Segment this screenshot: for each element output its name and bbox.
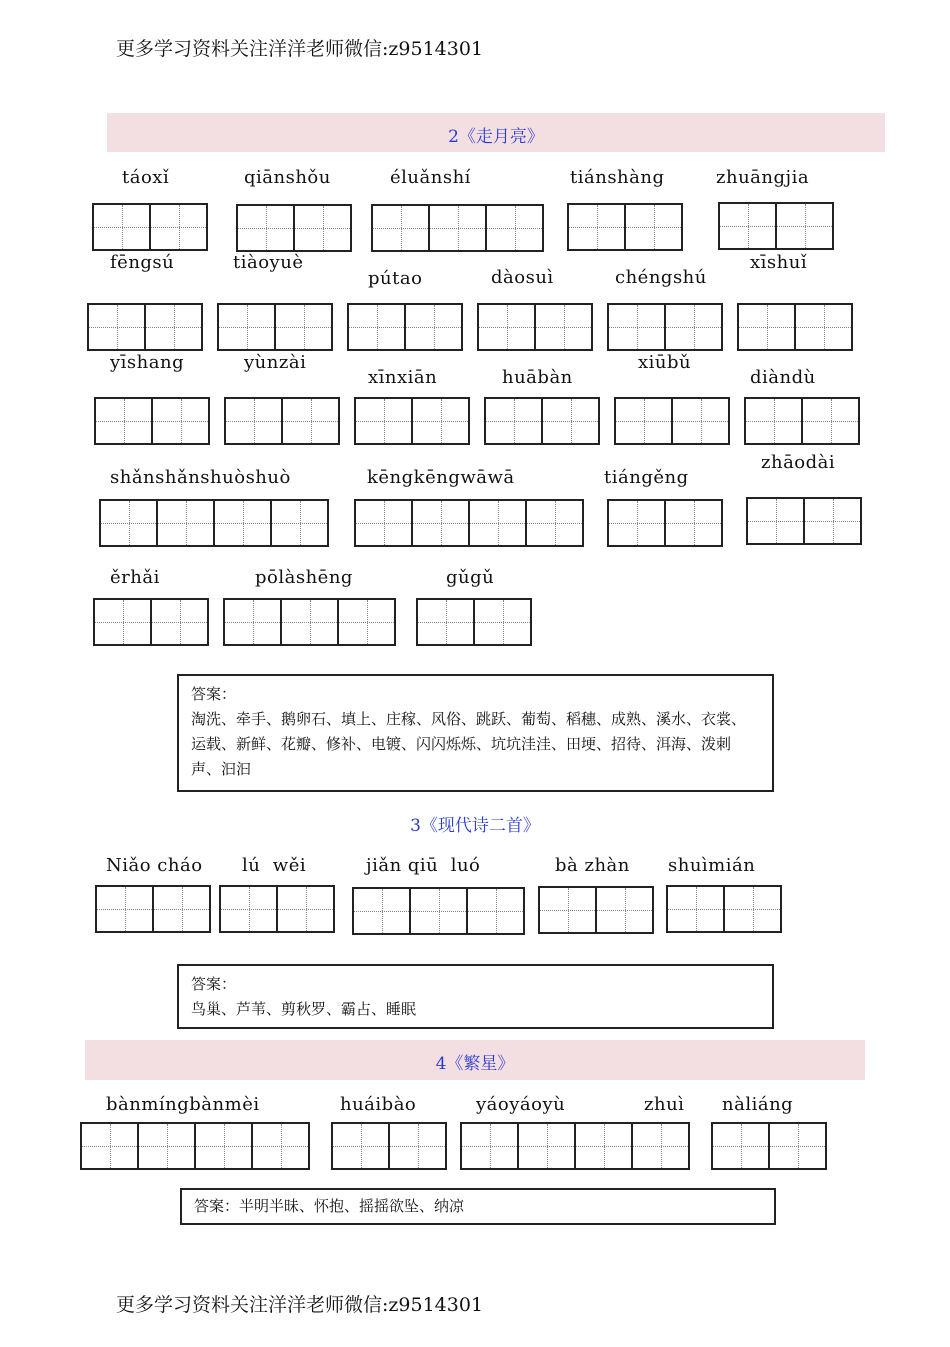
- pinyin-label: xīshuǐ: [750, 252, 808, 273]
- pinyin-label: yùnzài: [244, 352, 307, 373]
- writing-grid[interactable]: [80, 1122, 310, 1170]
- writing-grid[interactable]: [477, 303, 593, 351]
- pinyin-label: tiángěng: [604, 467, 689, 488]
- writing-grid[interactable]: [607, 303, 723, 351]
- pinyin-label: nàliáng: [722, 1094, 794, 1115]
- section-title-3: 3《现代诗二首》: [410, 816, 540, 836]
- pinyin-label: zhuāngjia: [716, 167, 810, 188]
- pinyin-label: pútao: [368, 268, 423, 289]
- pinyin-label: chéngshú: [615, 267, 707, 288]
- pinyin-label: shuìmián: [668, 855, 756, 876]
- pinyin-label: shǎnshǎnshuòshuò: [110, 467, 291, 488]
- writing-grid[interactable]: [236, 204, 352, 252]
- writing-grid[interactable]: [538, 886, 654, 934]
- writing-grid[interactable]: [92, 203, 208, 251]
- footer-watermark: 更多学习资料关注洋洋老师微信:z9514301: [116, 1294, 484, 1316]
- writing-grid[interactable]: [484, 397, 600, 445]
- answer-box: [177, 964, 774, 1029]
- pinyin-label: dàosuì: [491, 267, 554, 288]
- pinyin-label: bànmíngbànmèi: [106, 1094, 260, 1115]
- answer-box: [177, 674, 774, 792]
- writing-grid[interactable]: [223, 598, 396, 646]
- pinyin-label: Niǎo cháo: [106, 855, 203, 876]
- answer-text: 淘洗、牵手、鹅卵石、填上、庄稼、风俗、跳跃、葡萄、稻穗、成熟、溪水、衣裳、运载、新鲜、花瓣、修补、电镀、闪闪烁烁、坑坑洼洼、田埂、招待、洱海、泼刺声、汩汩: [191, 710, 747, 778]
- writing-grid[interactable]: [354, 499, 584, 547]
- pinyin-label: fēngsú: [110, 252, 175, 273]
- pinyin-label: yīshang: [110, 352, 185, 373]
- answer-text: 半明半昧、怀抱、摇摇欲坠、纳凉: [239, 1197, 465, 1215]
- writing-grid[interactable]: [744, 397, 860, 445]
- pinyin-label: huābàn: [502, 367, 573, 388]
- pinyin-label: diàndù: [750, 367, 816, 388]
- writing-grid[interactable]: [219, 885, 335, 933]
- answer-box: [180, 1188, 776, 1225]
- writing-grid[interactable]: [711, 1122, 827, 1170]
- writing-grid[interactable]: [87, 303, 203, 351]
- writing-grid[interactable]: [217, 303, 333, 351]
- writing-grid[interactable]: [607, 499, 723, 547]
- pinyin-label: táoxǐ: [122, 167, 170, 188]
- writing-grid[interactable]: [99, 499, 329, 547]
- pinyin-label: zhāodài: [761, 452, 836, 473]
- writing-grid[interactable]: [354, 397, 470, 445]
- section-title-2: 2《走月亮》: [448, 127, 544, 147]
- header-watermark: 更多学习资料关注洋洋老师微信:z9514301: [116, 38, 484, 60]
- writing-grid[interactable]: [224, 397, 340, 445]
- writing-grid[interactable]: [94, 397, 210, 445]
- pinyin-label: kēngkēngwāwā: [367, 467, 515, 488]
- writing-grid[interactable]: [95, 885, 211, 933]
- pinyin-label: bà zhàn: [555, 855, 630, 876]
- writing-grid[interactable]: [737, 303, 853, 351]
- answer-label: 答案：: [194, 1197, 240, 1215]
- pinyin-label: éluǎnshí: [390, 167, 471, 188]
- writing-grid[interactable]: [567, 203, 683, 251]
- writing-grid[interactable]: [371, 204, 544, 252]
- writing-grid[interactable]: [352, 887, 525, 935]
- writing-grid[interactable]: [718, 202, 834, 250]
- pinyin-label: qiānshǒu: [244, 167, 331, 188]
- answer-text: 鸟巢、芦苇、剪秋罗、霸占、睡眠: [191, 1000, 417, 1018]
- pinyin-label: zhuì: [644, 1094, 685, 1115]
- writing-grid[interactable]: [416, 598, 532, 646]
- answer-label: 答案：: [191, 975, 237, 993]
- pinyin-label: gǔgǔ: [446, 567, 495, 588]
- pinyin-label: pōlàshēng: [255, 567, 353, 588]
- writing-grid[interactable]: [460, 1122, 690, 1170]
- pinyin-label: jiǎn qiū luó: [366, 855, 481, 876]
- writing-grid[interactable]: [614, 397, 730, 445]
- pinyin-label: lú wěi: [242, 855, 307, 876]
- pinyin-label: yáoyáoyù: [476, 1094, 566, 1115]
- pinyin-label: xiūbǔ: [638, 352, 692, 373]
- pinyin-label: ěrhǎi: [110, 567, 160, 588]
- writing-grid[interactable]: [746, 497, 862, 545]
- pinyin-label: tiánshàng: [570, 167, 665, 188]
- pinyin-label: xīnxiān: [368, 367, 438, 388]
- pinyin-label: huáibào: [340, 1094, 417, 1115]
- answer-label: 答案：: [191, 685, 237, 703]
- writing-grid[interactable]: [93, 598, 209, 646]
- writing-grid[interactable]: [666, 885, 782, 933]
- section-title-4: 4《繁星》: [435, 1054, 515, 1074]
- writing-grid[interactable]: [347, 303, 463, 351]
- pinyin-label: tiàoyuè: [233, 252, 304, 273]
- writing-grid[interactable]: [331, 1122, 447, 1170]
